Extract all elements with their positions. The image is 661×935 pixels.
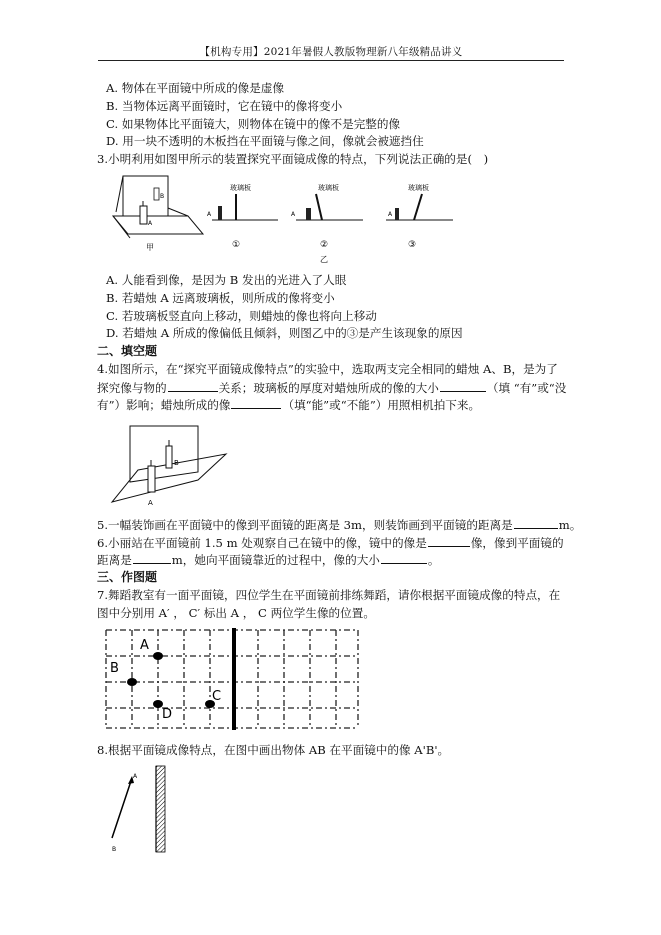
q4-fig-b: B <box>174 459 179 467</box>
glass-label-1: 玻璃板 <box>230 184 251 192</box>
svg-text:A: A <box>207 211 212 218</box>
q4-fig-a: A <box>148 499 153 507</box>
q8-figure <box>104 764 174 856</box>
fig-num-1: ① <box>232 240 241 250</box>
object-ab <box>112 778 132 838</box>
q4-line1: 4.如图所示，在“探究平面镜成像特点”的实验中，选取两支完全相同的蜡烛 A、B，是为了 <box>97 362 558 376</box>
figure-jia-a: A <box>148 220 153 227</box>
svg-text:A: A <box>291 211 296 218</box>
section-fill-blank: 二、填空题 <box>97 344 158 358</box>
label-d: D <box>162 707 173 722</box>
q6-line1: 6.小丽站在平面镜前 1.5 m 处观察自己在镜中的像，镜中的像是 像，像到平面镜的 <box>97 536 564 550</box>
q4-line3: 有”）影响；蜡烛所成的像 （填“能”或“不能”）用照相机拍下来。 <box>97 398 481 412</box>
q7-grid-figure <box>100 624 365 732</box>
student-a-dot <box>153 652 163 660</box>
q5-line: 5.一幅装饰画在平面镜中的像到平面镜的距离是 3m，则装饰画到平面镜的距离是 m。 <box>97 518 582 532</box>
label-c: C <box>212 689 222 704</box>
q2-option-d: D. 用一块不透明的木板挡在平面镜与像之间，像就会被遮挡住 <box>106 134 424 148</box>
glass-label-3: 玻璃板 <box>408 184 429 192</box>
q3-figure <box>108 168 478 268</box>
figure-jia-apparatus <box>113 176 203 252</box>
q5-blank[interactable] <box>514 517 558 529</box>
figure-yi-3 <box>386 183 453 250</box>
fig-num-3: ③ <box>408 240 417 250</box>
mirror-hatched <box>156 766 165 852</box>
q4-blank-2[interactable] <box>440 380 486 392</box>
figure-yi-label: 乙 <box>320 255 328 264</box>
q3-option-b: B. 若蜡烛 A 远离玻璃板，则所成的像将变小 <box>106 291 335 305</box>
q3-stem: 3.小明利用如图甲所示的装置探究平面镜成像的特点，下列说法正确的是( ) <box>97 152 489 166</box>
figure-jia-label: 甲 <box>146 243 154 252</box>
page-header: 【机构专用】2021年暑假人教版物理新八年级精品讲义 <box>199 46 463 58</box>
student-b-dot <box>127 678 137 686</box>
q2-option-c: C. 如果物体比平面镜大，则物体在镜中的像不是完整的像 <box>106 117 401 131</box>
q7-line2: 图中分别用 A′ ， C′ 标出 A ， C 两位学生像的位置。 <box>97 606 375 620</box>
q8-text: 8.根据平面镜成像特点，在图中画出物体 AB 在平面镜中的像 A'B'。 <box>97 743 450 757</box>
q4-figure <box>108 420 233 512</box>
q6-blank-2[interactable] <box>133 552 171 564</box>
q3-option-c: C. 若玻璃板竖直向上移动，则蜡烛的像也将向上移动 <box>106 309 377 323</box>
glass-label-2: 玻璃板 <box>318 184 339 192</box>
q3-option-a: A. 人能看到像，是因为 B 发出的光进入了人眼 <box>106 273 347 287</box>
q6-line2: 距离是 m，她向平面镜靠近的过程中，像的大小 。 <box>97 553 440 567</box>
svg-text:A: A <box>388 211 393 218</box>
figure-yi-2 <box>291 183 363 264</box>
figure-yi-1 <box>207 183 278 250</box>
figure-jia-b: B <box>160 193 165 200</box>
fig-num-2: ② <box>320 240 329 250</box>
q8-label-b: B <box>112 846 117 853</box>
label-a: A <box>140 638 149 653</box>
q3-option-d: D. 若蜡烛 A 所成的像偏低且倾斜，则图乙中的③是产生该现象的原因 <box>106 326 463 340</box>
q2-option-a: A. 物体在平面镜中所成的像是虚像 <box>106 81 285 95</box>
q4-line2: 探究像与物的 关系；玻璃板的厚度对蜡烛所成的像的大小 （填 “有”或“没 <box>97 381 567 395</box>
q7-line1: 7.舞蹈教室有一面平面镜，四位学生在平面镜前排练舞蹈，请你根据平面镜成像的特点，在 <box>97 588 561 602</box>
header-divider <box>98 60 564 61</box>
label-b: B <box>110 661 119 676</box>
section-drawing: 三、作图题 <box>97 570 158 584</box>
q4-blank-3[interactable] <box>231 397 281 409</box>
q6-blank-3[interactable] <box>381 552 427 564</box>
q4-blank-1[interactable] <box>168 380 218 392</box>
q8-label-a: A <box>133 773 138 780</box>
q2-option-b: B. 当物体远离平面镜时，它在镜中的像将变小 <box>106 99 343 113</box>
q6-blank-1[interactable] <box>428 535 470 547</box>
